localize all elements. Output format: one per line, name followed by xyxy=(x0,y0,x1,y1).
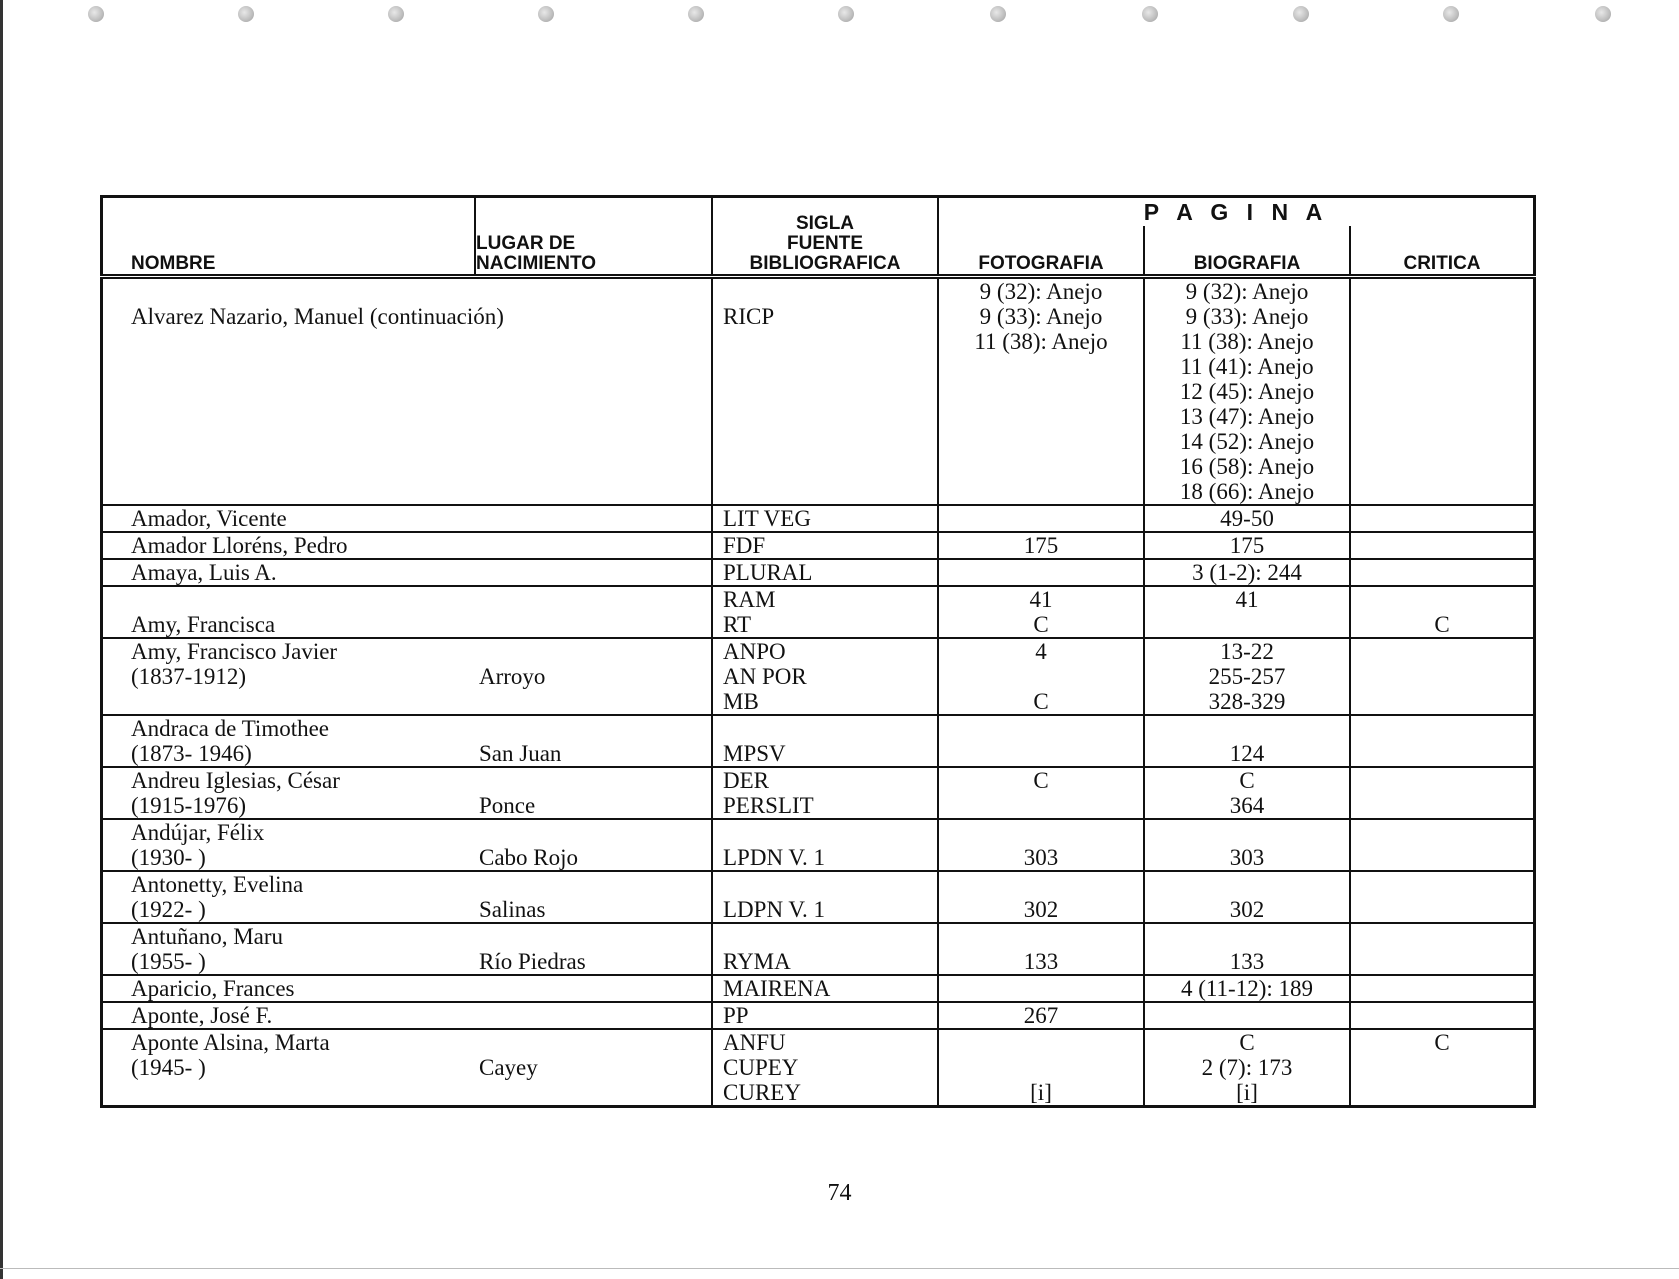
cell-crit xyxy=(1350,871,1535,923)
lugar-line xyxy=(479,1030,707,1055)
cell-crit xyxy=(1350,505,1535,532)
cell-bio xyxy=(1144,277,1350,506)
scan-bottom-edge xyxy=(0,1268,1679,1269)
nombre-line xyxy=(131,587,471,612)
cell-nombre xyxy=(102,767,476,819)
cell-foto xyxy=(938,871,1144,923)
nombre-line: (1955- ) xyxy=(131,949,206,974)
crit-line xyxy=(1355,506,1529,531)
crit-line xyxy=(1355,949,1529,974)
table-body xyxy=(102,277,1535,1107)
cell-bio xyxy=(1144,1002,1350,1029)
crit-line xyxy=(1355,560,1529,585)
binder-hole xyxy=(1443,6,1459,22)
binder-hole xyxy=(1142,6,1158,22)
cell-lugar xyxy=(475,715,712,767)
foto-line: 133 xyxy=(1023,949,1059,974)
bio-line: [i] xyxy=(1236,1080,1258,1105)
lugar-line xyxy=(479,689,707,714)
nombre-line: Amador Lloréns, Pedro xyxy=(131,533,348,558)
foto-line: C xyxy=(1033,612,1049,637)
cell-bio xyxy=(1144,586,1350,638)
table-row xyxy=(102,532,1535,559)
foto-line: 303 xyxy=(1023,845,1059,870)
cell-sigla xyxy=(712,975,938,1002)
cell-sigla xyxy=(712,767,938,819)
cell-lugar xyxy=(475,767,712,819)
crit-line xyxy=(1355,897,1529,922)
header-lugar: LUGAR DE NACIMIENTO xyxy=(475,197,712,277)
bio-line: 13-22 xyxy=(1220,639,1274,664)
cell-crit xyxy=(1350,638,1535,715)
cell-foto xyxy=(938,819,1144,871)
foto-line xyxy=(943,664,1139,689)
lugar-line: Salinas xyxy=(479,897,546,922)
sigla-line: MAIRENA xyxy=(723,976,831,1001)
cell-foto xyxy=(938,638,1144,715)
binder-hole xyxy=(838,6,854,22)
crit-line xyxy=(1355,279,1529,304)
cell-bio xyxy=(1144,767,1350,819)
sigla-line: RICP xyxy=(723,304,775,329)
foto-line: 11 (38): Anejo xyxy=(974,329,1108,354)
bio-line: 9 (33): Anejo xyxy=(1185,304,1309,329)
bio-line: 11 (41): Anejo xyxy=(1180,354,1314,379)
bio-line: 3 (1-2): 244 xyxy=(1192,560,1302,585)
cell-lugar xyxy=(475,1002,712,1029)
sigla-line: LPDN V. 1 xyxy=(723,845,826,870)
sigla-line: PP xyxy=(723,1003,749,1028)
sigla-line: AN POR xyxy=(723,664,807,689)
lugar-line: Cabo Rojo xyxy=(479,845,579,870)
bio-line: 328-329 xyxy=(1208,689,1286,714)
foto-line xyxy=(943,793,1139,818)
bio-line: 41 xyxy=(1235,587,1259,612)
cell-sigla xyxy=(712,871,938,923)
cell-lugar xyxy=(475,975,712,1002)
cell-foto xyxy=(938,1002,1144,1029)
cell-sigla xyxy=(712,638,938,715)
nombre-line: (1873- 1946) xyxy=(131,741,252,766)
nombre-line: Amy, Francisco Javier xyxy=(131,639,338,664)
cell-crit xyxy=(1350,1029,1535,1107)
nombre-line: Aponte Alsina, Marta xyxy=(131,1030,330,1055)
nombre-line xyxy=(131,279,707,304)
table-row xyxy=(102,586,1535,638)
header-critica: CRITICA xyxy=(1350,226,1535,277)
cell-bio xyxy=(1144,505,1350,532)
foto-line xyxy=(943,506,1139,531)
foto-line xyxy=(943,560,1139,585)
bio-line: 18 (66): Anejo xyxy=(1179,479,1315,504)
cell-lugar xyxy=(475,871,712,923)
crit-line xyxy=(1355,689,1529,714)
binder-holes xyxy=(0,0,1679,30)
cell-nombre xyxy=(102,638,476,715)
foto-line: C xyxy=(1033,768,1049,793)
nombre-line: (1837-1912) xyxy=(131,664,246,689)
crit-line xyxy=(1355,793,1529,818)
bio-line: 133 xyxy=(1229,949,1265,974)
sigla-line xyxy=(723,279,933,304)
foto-line: 9 (33): Anejo xyxy=(979,304,1103,329)
crit-line xyxy=(1355,976,1529,1001)
cell-foto xyxy=(938,923,1144,975)
lugar-line xyxy=(479,506,707,531)
sigla-line: RT xyxy=(723,612,752,637)
cell-lugar xyxy=(475,586,712,638)
lugar-line: Cayey xyxy=(479,1055,538,1080)
lugar-line xyxy=(479,976,707,1001)
crit-line xyxy=(1355,1055,1529,1080)
lugar-line xyxy=(479,560,707,585)
cell-foto xyxy=(938,505,1144,532)
bio-line: 13 (47): Anejo xyxy=(1179,404,1315,429)
cell-nombre xyxy=(102,532,476,559)
nombre-line: Aponte, José F. xyxy=(131,1003,273,1028)
nombre-line: Amy, Francisca xyxy=(131,612,276,637)
crit-line xyxy=(1355,741,1529,766)
cell-crit xyxy=(1350,559,1535,586)
bio-line: 49-50 xyxy=(1220,506,1274,531)
nombre-line: Andújar, Félix xyxy=(131,820,265,845)
cell-lugar xyxy=(475,1029,712,1107)
header-biografia: BIOGRAFIA xyxy=(1144,226,1350,277)
crit-line xyxy=(1355,533,1529,558)
bio-line: 302 xyxy=(1229,897,1265,922)
bio-line: 175 xyxy=(1229,533,1265,558)
bio-line: 11 (38): Anejo xyxy=(1180,329,1314,354)
binder-hole xyxy=(238,6,254,22)
table-row xyxy=(102,819,1535,871)
table-row xyxy=(102,1002,1535,1029)
cell-sigla xyxy=(712,715,938,767)
sigla-line: RYMA xyxy=(723,949,791,974)
foto-line: C xyxy=(1033,689,1049,714)
cell-crit xyxy=(1350,819,1535,871)
foto-line: 267 xyxy=(1023,1003,1059,1028)
nombre-line: (1922- ) xyxy=(131,897,206,922)
cell-foto xyxy=(938,532,1144,559)
cell-nombre xyxy=(102,975,476,1002)
cell-crit xyxy=(1350,1002,1535,1029)
cell-bio xyxy=(1144,819,1350,871)
lugar-line xyxy=(479,612,707,637)
crit-line: C xyxy=(1434,1030,1450,1055)
cell-crit xyxy=(1350,532,1535,559)
foto-line xyxy=(943,976,1139,1001)
binder-hole xyxy=(538,6,554,22)
cell-sigla xyxy=(712,277,938,506)
cell-lugar xyxy=(475,638,712,715)
cell-nombre xyxy=(102,819,476,871)
nombre-line xyxy=(131,1080,471,1105)
crit-line: C xyxy=(1434,612,1450,637)
binder-hole xyxy=(88,6,104,22)
crit-line xyxy=(1355,845,1529,870)
nombre-line: Amaya, Luis A. xyxy=(131,560,277,585)
table-row xyxy=(102,715,1535,767)
sigla-line: PLURAL xyxy=(723,560,813,585)
bio-line: 2 (7): 173 xyxy=(1201,1055,1293,1080)
binder-hole xyxy=(388,6,404,22)
cell-nombre xyxy=(102,715,476,767)
bio-line: 14 (52): Anejo xyxy=(1179,429,1315,454)
scan-left-edge xyxy=(0,0,3,1279)
cell-foto xyxy=(938,559,1144,586)
cell-crit xyxy=(1350,277,1535,506)
table-row xyxy=(102,277,1535,506)
lugar-line: Río Piedras xyxy=(479,949,586,974)
cell-bio xyxy=(1144,923,1350,975)
nombre-line: Amador, Vicente xyxy=(131,506,287,531)
cell-sigla xyxy=(712,559,938,586)
sigla-line: LDPN V. 1 xyxy=(723,897,826,922)
cell-bio xyxy=(1144,532,1350,559)
bio-line: 364 xyxy=(1229,793,1265,818)
header-sigla: SIGLA FUENTE BIBLIOGRAFICA xyxy=(712,197,938,277)
header-nombre: NOMBRE xyxy=(102,197,476,277)
sigla-line: CUREY xyxy=(723,1080,801,1105)
table-row xyxy=(102,871,1535,923)
foto-line: 175 xyxy=(1023,533,1059,558)
cell-crit xyxy=(1350,715,1535,767)
foto-line xyxy=(943,1030,1139,1055)
bio-line: 255-257 xyxy=(1208,664,1286,689)
lugar-line xyxy=(479,533,707,558)
lugar-line xyxy=(479,1003,707,1028)
sigla-line: MB xyxy=(723,689,759,714)
bio-line: 9 (32): Anejo xyxy=(1185,279,1309,304)
binder-hole xyxy=(1595,6,1611,22)
cell-foto xyxy=(938,1029,1144,1107)
bio-line xyxy=(1149,1003,1345,1028)
lugar-line: San Juan xyxy=(479,741,562,766)
cell-crit xyxy=(1350,923,1535,975)
foto-line xyxy=(943,741,1139,766)
crit-line xyxy=(1355,1080,1529,1105)
sigla-line: ANFU xyxy=(723,1030,786,1055)
sigla-line: FDF xyxy=(723,533,766,558)
cell-foto xyxy=(938,767,1144,819)
sigla-line: PERSLIT xyxy=(723,793,814,818)
nombre-line: Aparicio, Frances xyxy=(131,976,295,1001)
table-row xyxy=(102,505,1535,532)
cell-nombre xyxy=(102,923,476,975)
cell-nombre xyxy=(102,1029,476,1107)
nombre-line: Alvarez Nazario, Manuel (continuación) xyxy=(131,304,504,329)
table-row xyxy=(102,767,1535,819)
nombre-line: (1930- ) xyxy=(131,845,206,870)
cell-nombre xyxy=(102,586,476,638)
crit-line xyxy=(1355,587,1529,612)
cell-sigla xyxy=(712,532,938,559)
lugar-line: Arroyo xyxy=(479,664,546,689)
sigla-line: LIT VEG xyxy=(723,506,811,531)
nombre-line xyxy=(131,689,471,714)
cell-foto xyxy=(938,975,1144,1002)
cell-lugar xyxy=(475,505,712,532)
bio-line: C xyxy=(1239,768,1255,793)
cell-nombre xyxy=(102,559,476,586)
lugar-line xyxy=(479,639,707,664)
header-fotografia: FOTOGRAFIA xyxy=(938,226,1144,277)
cell-bio xyxy=(1144,975,1350,1002)
sigla-line: CUPEY xyxy=(723,1055,799,1080)
cell-sigla xyxy=(712,923,938,975)
nombre-line: Antonetty, Evelina xyxy=(131,872,304,897)
binder-hole xyxy=(990,6,1006,22)
cell-lugar xyxy=(475,819,712,871)
cell-lugar xyxy=(475,532,712,559)
nombre-line: (1945- ) xyxy=(131,1055,206,1080)
nombre-line: Andreu Iglesias, César xyxy=(131,768,340,793)
bio-line: C xyxy=(1239,1030,1255,1055)
cell-lugar xyxy=(475,559,712,586)
cell-crit xyxy=(1350,586,1535,638)
bio-line: 16 (58): Anejo xyxy=(1179,454,1315,479)
cell-lugar xyxy=(475,923,712,975)
sigla-line: ANPO xyxy=(723,639,786,664)
binder-hole xyxy=(688,6,704,22)
bibliography-table xyxy=(100,195,1536,1108)
nombre-line: (1915-1976) xyxy=(131,793,246,818)
cell-crit xyxy=(1350,767,1535,819)
bio-line: 303 xyxy=(1229,845,1265,870)
lugar-line: Ponce xyxy=(479,793,536,818)
cell-sigla xyxy=(712,1002,938,1029)
foto-line: [i] xyxy=(1030,1080,1052,1105)
page-number: 74 xyxy=(827,1180,852,1206)
foto-line: 9 (32): Anejo xyxy=(979,279,1103,304)
cell-foto xyxy=(938,586,1144,638)
sigla-line: MPSV xyxy=(723,741,786,766)
foto-line: 41 xyxy=(1029,587,1053,612)
cell-nombre xyxy=(102,277,713,506)
cell-nombre xyxy=(102,1002,476,1029)
cell-bio xyxy=(1144,638,1350,715)
cell-sigla xyxy=(712,586,938,638)
table-row xyxy=(102,638,1535,715)
header-pagina: P A G I N A xyxy=(938,197,1535,227)
cell-nombre xyxy=(102,505,476,532)
cell-bio xyxy=(1144,559,1350,586)
nombre-line: Antuñano, Maru xyxy=(131,924,284,949)
cell-foto xyxy=(938,277,1144,506)
cell-nombre xyxy=(102,871,476,923)
cell-foto xyxy=(938,715,1144,767)
sigla-line: DER xyxy=(723,768,769,793)
bio-line: 124 xyxy=(1229,741,1265,766)
table-row xyxy=(102,1029,1535,1107)
cell-sigla xyxy=(712,819,938,871)
binder-hole xyxy=(1293,6,1309,22)
cell-crit xyxy=(1350,975,1535,1002)
nombre-line: Andraca de Timothee xyxy=(131,716,330,741)
table-row xyxy=(102,559,1535,586)
lugar-line xyxy=(479,1080,707,1105)
foto-line: 4 xyxy=(1035,639,1047,664)
crit-line xyxy=(1355,1003,1529,1028)
bio-line xyxy=(1149,612,1345,637)
table-row xyxy=(102,923,1535,975)
table-row xyxy=(102,975,1535,1002)
foto-line xyxy=(943,1055,1139,1080)
cell-sigla xyxy=(712,505,938,532)
cell-bio xyxy=(1144,1029,1350,1107)
cell-bio xyxy=(1144,715,1350,767)
table-header xyxy=(102,197,1535,277)
sigla-line: RAM xyxy=(723,587,776,612)
bio-line: 4 (11-12): 189 xyxy=(1180,976,1313,1001)
bio-line: 12 (45): Anejo xyxy=(1179,379,1315,404)
foto-line: 302 xyxy=(1023,897,1059,922)
cell-bio xyxy=(1144,871,1350,923)
cell-sigla xyxy=(712,1029,938,1107)
